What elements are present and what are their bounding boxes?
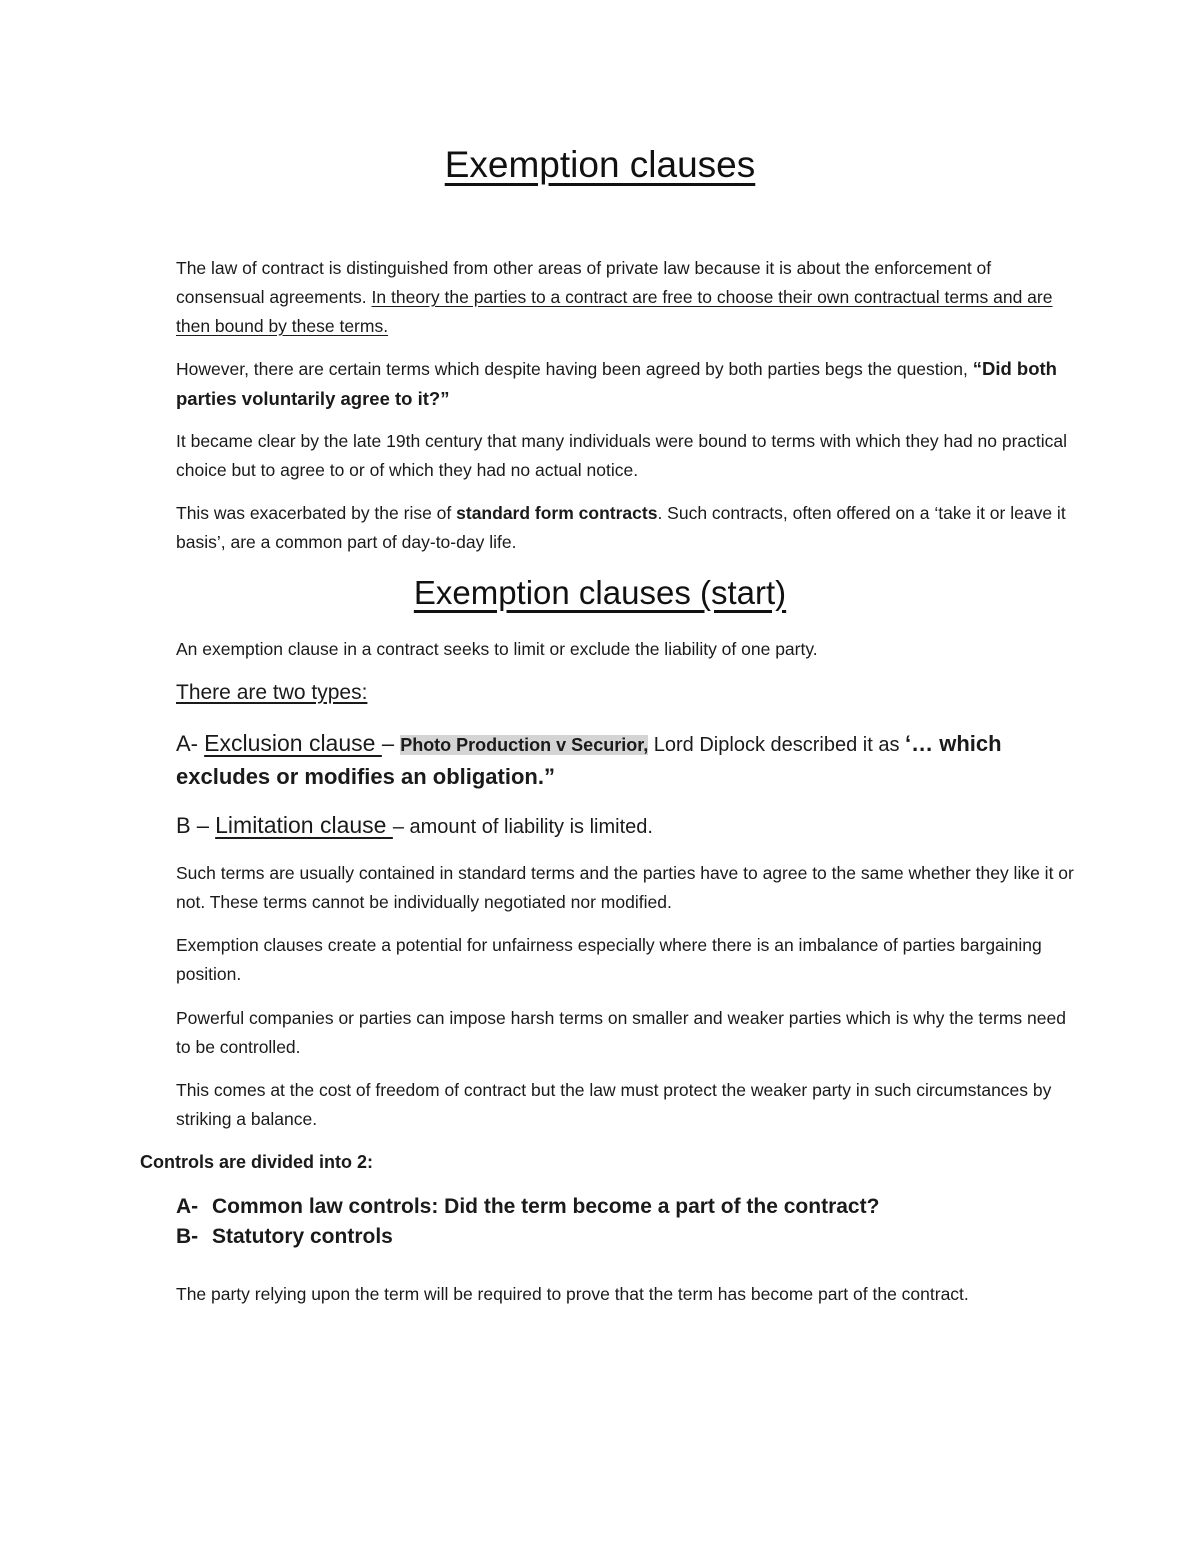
type-b-rest: – amount of liability is limited. [392, 816, 653, 838]
type-a-prefix: A- [176, 731, 205, 756]
standard-form-paragraph [176, 499, 1076, 557]
section-title: Exemption clauses (start) [413, 574, 787, 611]
control-marker: B- [176, 1225, 199, 1248]
standard-form-bold: standard form contracts [456, 503, 658, 523]
question-text: However, there are certain terms which despite having been agreed by both parties begs the question, [176, 359, 973, 379]
freedom-paragraph: This comes at the cost of freedom of contract but the law must protect the weaker party in such circumstances by striking a balance. [176, 1080, 1052, 1129]
two-types-text: There are two types: [176, 681, 368, 704]
question-bold: “Did both parties voluntarily agree to it?” [176, 358, 1057, 409]
intro-text: The law of contract is distinguished from other areas of private law because it is about the enforcement of consensual agreements. [176, 258, 992, 307]
definition-paragraph: An exemption clause in a contract seeks to limit or exclude the liability of one party. [176, 639, 818, 659]
type-a-line [176, 727, 1076, 793]
two-types-heading [176, 678, 1076, 707]
page-title: Exemption clauses [444, 144, 756, 185]
control-item-a [176, 1192, 879, 1222]
question-paragraph [176, 354, 1076, 414]
powerful-parties-paragraph: Powerful companies or parties can impose harsh terms on smaller and weaker parties which is why the terms need to be controlled. [176, 1008, 1066, 1057]
type-a-label: Exclusion clause [204, 730, 382, 756]
control-text: Statutory controls [212, 1225, 393, 1248]
type-a-middle: Lord Diplock described it as [648, 734, 906, 756]
type-b-prefix: B – [176, 813, 216, 838]
type-a-dash: – [381, 731, 401, 756]
history-paragraph: It became clear by the late 19th century that many individuals were bound to terms with which they had no practical choice but to agree to or of which they had no actual notice. [176, 431, 1068, 480]
type-a-quote: ‘… which excludes or modifies an obligation.” [176, 731, 1002, 789]
controls-heading: Controls are divided into 2: [140, 1152, 374, 1172]
unfairness-paragraph: Exemption clauses create a potential for unfairness especially where there is an imbalance of parties bargaining position. [176, 935, 1042, 984]
type-a-case-highlight: Photo Production v Securior, [400, 735, 649, 755]
standard-form-after: . Such contracts, often offered on a ‘take it or leave it basis’, are a common part of day-to-day life. [176, 503, 1066, 552]
control-text: Common law controls: Did the term become a part of the contract? [212, 1195, 880, 1218]
intro-paragraph [176, 254, 1076, 341]
burden-paragraph: The party relying upon the term will be required to prove that the term has become part of the contract. [176, 1284, 969, 1304]
type-b-line [176, 809, 1076, 843]
type-b-label: Limitation clause [215, 812, 393, 838]
standard-terms-paragraph: Such terms are usually contained in standard terms and the parties have to agree to the same whether they like it or not. These terms cannot be individually negotiated nor modified. [176, 863, 1074, 912]
intro-underlined-text: In theory the parties to a contract are free to choose their own contractual terms and are then bound by these terms. [176, 287, 1053, 336]
standard-form-before: This was exacerbated by the rise of [176, 503, 457, 523]
control-item-b [176, 1222, 393, 1252]
control-marker: A- [176, 1195, 199, 1218]
